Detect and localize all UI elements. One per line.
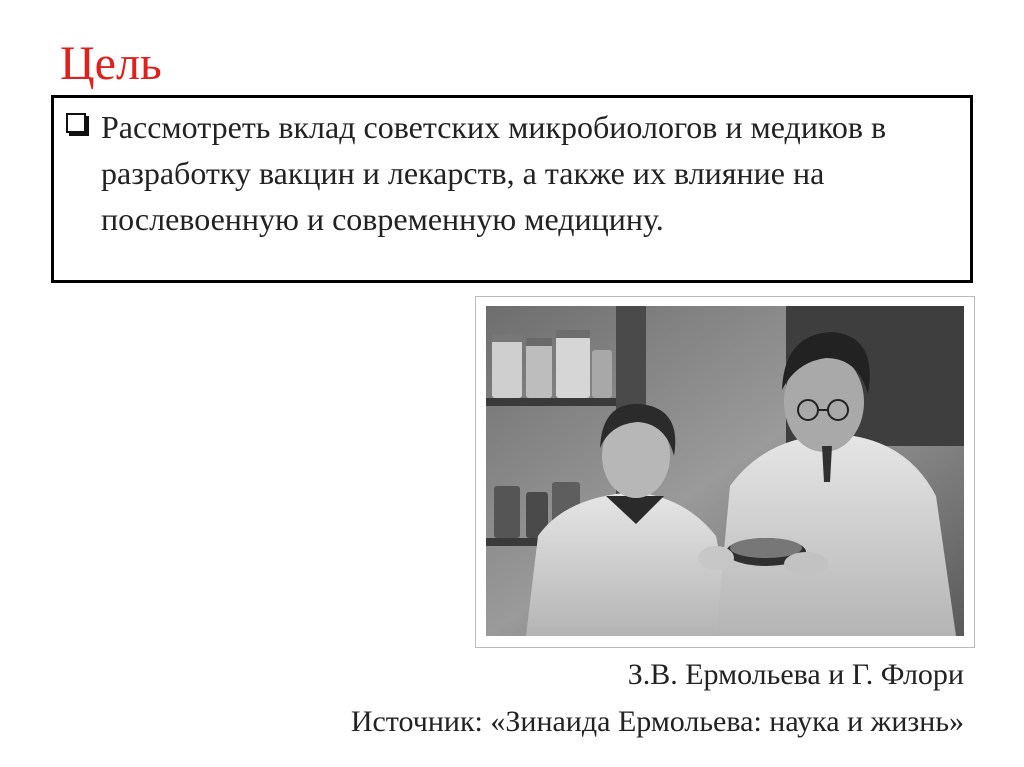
slide-title: Цель [60, 37, 162, 90]
goal-box [51, 95, 973, 283]
checkbox-bullet-icon [66, 113, 86, 133]
caption-names: З.В. Ермольева и Г. Флори [627, 658, 964, 691]
caption-source: Источник: «Зинаида Ермольева: наука и жизнь» [350, 705, 964, 738]
photo-scientists [486, 306, 964, 636]
goal-text: Рассмотреть вклад советских микробиологов и медиков в разработку вакцин и лекарств, а также их влияние на послевоенную и современную медицину. [101, 109, 887, 237]
